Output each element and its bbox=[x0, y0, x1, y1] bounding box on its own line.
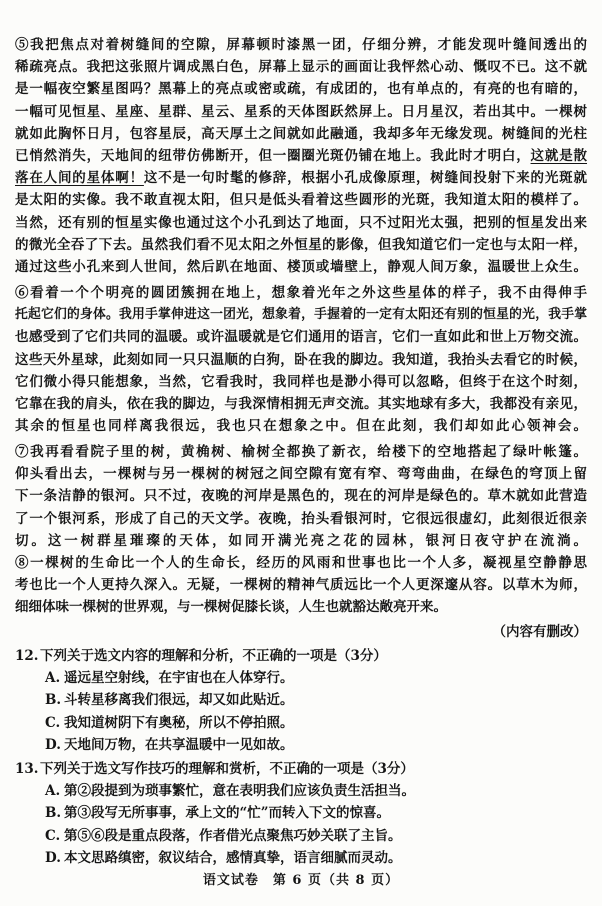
passage-line: 的微光全吞了下去。虽然我们看不见太阳之外恒星的影像，但我知道它们一定也与太阳一样， bbox=[15, 236, 587, 253]
option-letter: C. bbox=[45, 827, 61, 844]
option-letter: A. bbox=[45, 670, 61, 687]
paragraph-7 bbox=[15, 441, 587, 552]
paragraph-5 bbox=[15, 34, 587, 278]
passage-line bbox=[15, 145, 587, 167]
paragraph-8 bbox=[15, 552, 587, 619]
option-d bbox=[15, 734, 587, 756]
question-number: 13. bbox=[15, 761, 39, 777]
underlined-sentence: 这就是散 bbox=[530, 147, 588, 164]
line-text: 这不是一句时髦的修辞，根据小孔成像原理，树缝间投射下来的光斑就 bbox=[143, 170, 588, 187]
question-number: 12. bbox=[15, 648, 39, 664]
passage-line: 托起它们的身体。我用手掌伸进这一团光，想象着，手握着的一定有太阳还有别的恒星的光，我手掌 bbox=[15, 307, 587, 323]
option-b bbox=[15, 689, 587, 711]
passage-line: 也感受到了它们共同的温暖。或许温暖就是它们通用的语言，它们一直如此和世上万物交流。 bbox=[15, 329, 587, 346]
passage-line: ⑤我把焦点对着树缝间的空隙，屏幕顿时漆黑一团，仔细分辨，才能发现叶缝间透出的 bbox=[15, 37, 587, 53]
option-a bbox=[15, 667, 587, 689]
footer-subject: 语文试卷 bbox=[202, 873, 259, 888]
option-c bbox=[15, 712, 587, 734]
page-footer bbox=[0, 870, 602, 892]
passage-line: 这些天外星球，此刻如同一只只温顺的白狗，卧在我的脚边。我知道，我抬头去看它的时候， bbox=[15, 351, 587, 368]
passage-line: 一幅可见恒星、星座、星群、星云、星系的天体图跃然屏上。日月星汉，若出其中。一棵树 bbox=[15, 103, 587, 120]
passage-line: 是一幅夜空繁星图吗？黑幕上的亮点或密或疏，有成团的，也有单点的，有亮的也有暗的， bbox=[15, 81, 587, 98]
passage-line: 下一条洁静的银河。只不过，夜晚的河岸是黑色的，现在的河岸是绿色的。草木就如此营造 bbox=[15, 488, 587, 505]
question-stem: 下列关于选文写作技巧的理解和赏析，不正确的一项是（3分） bbox=[40, 761, 414, 777]
underlined-sentence: 落在人间的星体啊！ bbox=[15, 170, 144, 187]
footer-page-number: 第 6 页（共 8 页） bbox=[272, 873, 400, 888]
passage-line: 它靠在我的肩头，依在我的脚边，与我深情相拥无声交流。其实地球有多大，我都没有亲见， bbox=[15, 395, 587, 412]
question-header bbox=[15, 758, 587, 780]
passage-line: 了一个银河系，形成了自己的天文学。夜晚，抬头看银河时，它很远很虚幻，此刻很近很亲 bbox=[15, 510, 587, 527]
passage-line: 切。这一树群星璀璨的天体，如同开满光亮之花的园林，银河日夜守护在流淌。 bbox=[15, 532, 587, 549]
passage-line: 就如此胸怀日月，包容星辰，高天厚土之间就如此融通，我却多年无缘发现。树缝间的光柱 bbox=[15, 125, 587, 142]
question-stem: 下列关于选文内容的理解和分析，不正确的一项是（3分） bbox=[40, 648, 387, 664]
source-note bbox=[15, 621, 589, 643]
option-text: 本文思路缜密，叙议结合，感情真挚，语言细腻而灵动。 bbox=[64, 849, 402, 866]
option-letter: C. bbox=[45, 714, 61, 731]
option-b bbox=[15, 802, 587, 824]
line-text: 已悄然消失，天地间的纽带仿佛断开，但一圈圈光斑仍铺在地上。我此时才明白， bbox=[15, 147, 531, 164]
passage-line: 仰头看出去，一棵树与另一棵树的树冠之间空隙有宽有窄、弯弯曲曲，在绿色的穹顶上留 bbox=[15, 466, 587, 483]
passage-line: 是太阳的实像。我不敢直视太阳，但只是低头看着这些圆形的光斑，我知道太阳的模样了。 bbox=[15, 192, 587, 209]
passage-line: 稀疏亮点。我把这张照片调成黑白色，屏幕上显示的画面让我怦然心动、慨叹不已。这不就 bbox=[15, 59, 587, 76]
option-text: 斗转星移离我们很远，却又如此贴近。 bbox=[64, 692, 294, 709]
option-text: 第③段写无所事事，承上文的“忙”而转入下文的惊喜。 bbox=[64, 805, 391, 822]
source-note-text: （内容有删改） bbox=[492, 624, 587, 640]
option-d bbox=[15, 847, 587, 869]
passage-line: ⑧一棵树的生命比一个人的生命长，经历的风雨和世事也比一个人多，凝视星空静静思 bbox=[15, 555, 587, 571]
question-header bbox=[15, 645, 587, 667]
option-letter: A. bbox=[45, 783, 61, 800]
passage-line: 其余的恒星也同样离我很远，我也只在想象之中。但在此刻，我们却如此心领神会。 bbox=[15, 418, 587, 435]
option-text: 天地间万物，在共享温暖中一见如故。 bbox=[64, 736, 294, 753]
question-12 bbox=[15, 645, 587, 756]
option-letter: B. bbox=[45, 692, 62, 709]
passage-line: 它们微小得只能想象，当然，它看我时，我同样也是渺小得可以忽略，但终于在这个时刻， bbox=[15, 373, 587, 390]
option-text: 遥远星空射线，在宇宙也在人体穿行。 bbox=[64, 670, 294, 687]
passage-line: 细细体味一棵树的世界观，与一棵树促膝长谈，人生也就豁达敞亮开来。 bbox=[15, 599, 447, 616]
passage-line: ⑦我再看看院子里的树，黄桷树、榆树全都换了新衣，给楼下的空地搭起了绿叶帐篷。 bbox=[15, 444, 587, 460]
option-letter: D. bbox=[45, 736, 61, 753]
passage-line: ⑥看着一个个明亮的圆团簇拥在地上，想象着光年之外这些星体的样子，我不由得伸手 bbox=[15, 285, 587, 301]
paragraph-6 bbox=[15, 282, 587, 437]
option-letter: B. bbox=[45, 805, 62, 822]
option-letter: D. bbox=[45, 849, 61, 866]
passage-line: 考也比一个人更持久深入。无疑，一棵树的精神气质远比一个人更深邃从容。以草木为师， bbox=[15, 577, 587, 594]
option-a bbox=[15, 780, 587, 802]
option-text: 第②段提到为琐事繁忙，意在表明我们应该负责生活担当。 bbox=[64, 783, 415, 800]
passage-line bbox=[15, 167, 587, 189]
option-text: 第⑤⑥段是重点段落，作者借光点聚焦巧妙关联了主旨。 bbox=[64, 827, 402, 844]
passage-line: 当然，还有别的恒星实像也通过这个小孔到达了地面，只不过阳光太强，把别的恒星发出来 bbox=[15, 214, 587, 231]
passage-line: 通过这些小孔来到人世间，然后趴在地面、楼顶或墙壁上，静观人间万象，温暖世上众生。 bbox=[15, 258, 587, 275]
option-c bbox=[15, 825, 587, 847]
option-text: 我知道树阴下有奥秘，所以不停拍照。 bbox=[64, 714, 294, 731]
question-13 bbox=[15, 758, 587, 869]
